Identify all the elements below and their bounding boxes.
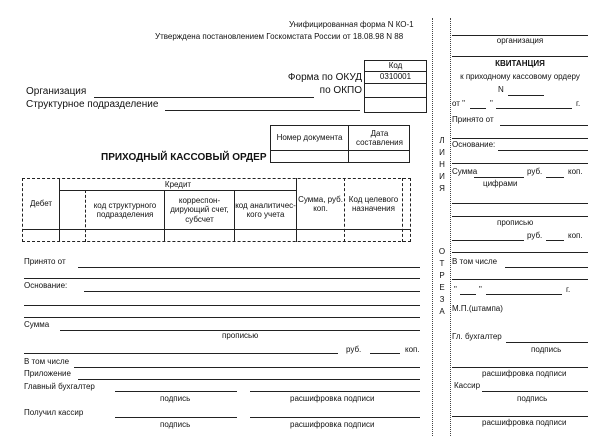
debit-header: Дебет: [29, 199, 53, 209]
credit-header: Кредит: [164, 179, 192, 189]
sum-words-caption: прописью: [222, 331, 259, 340]
receipt-org-caption: организация: [496, 36, 544, 45]
receipt-basis-label: Основание:: [452, 140, 496, 149]
sum-words-field[interactable]: [24, 342, 338, 354]
organization-field[interactable]: [94, 86, 314, 98]
cut-line-right: [450, 18, 451, 436]
cut-letter: А: [439, 307, 445, 316]
receipt-date-quote-close: ": [479, 285, 482, 294]
basis-field[interactable]: [84, 280, 420, 292]
receipt-including-label: В том числе: [452, 257, 498, 266]
attachment-label: Приложение: [24, 369, 71, 378]
receipt-words-field-3[interactable]: [452, 229, 524, 241]
receipt-sum-kop-field[interactable]: [546, 166, 564, 178]
receipt-month-field-2[interactable]: [486, 283, 562, 295]
okud-code: 0310001: [379, 72, 412, 81]
organization-label: Организация: [26, 86, 87, 97]
receipt-date-quote-open: ": [454, 285, 457, 294]
form-name: Унифицированная форма N КО-1: [289, 20, 414, 29]
receipt-received-from-label: Принято от: [452, 115, 494, 124]
receipt-number-field[interactable]: [508, 84, 544, 96]
receipt-day-field[interactable]: [470, 97, 486, 109]
chief-accountant-name[interactable]: [250, 380, 420, 392]
cut-letter: З: [439, 295, 445, 304]
receipt-sum-rub-field[interactable]: [474, 166, 524, 178]
receipt-chief-name[interactable]: [452, 356, 588, 368]
doc-number-label: Номер документа: [276, 133, 343, 143]
receipt-org-field[interactable]: [452, 24, 588, 36]
kop-label: коп.: [405, 345, 420, 354]
cashier-label: Получил кассир: [24, 408, 84, 417]
basis-label: Основание:: [24, 281, 68, 290]
col-struct-code: код структурного подразделения: [93, 200, 157, 219]
cashier-signature-caption: подпись: [160, 420, 191, 429]
receipt-digits-caption: цифрами: [483, 179, 518, 188]
cashier-signature[interactable]: [115, 406, 237, 418]
col-corr-account: корреспон-дирующий счет, субсчет: [170, 196, 229, 224]
receipt-including-field-2[interactable]: [452, 268, 588, 280]
receipt-cashier-label: Кассир: [454, 381, 481, 390]
code-header: Код: [388, 61, 403, 70]
receipt-cashier-name[interactable]: [452, 405, 588, 417]
chief-decode-caption: расшифровка подписи: [290, 394, 375, 403]
receipt-basis-field-2[interactable]: [452, 152, 588, 164]
including-label: В том числе: [24, 357, 70, 366]
okud-label: Форма по ОКУД: [287, 72, 362, 83]
cut-letter: Т: [439, 259, 445, 268]
chief-accountant-label: Главный бухгалтер: [24, 382, 95, 391]
receipt-kop-label-2: коп.: [568, 231, 583, 240]
cut-letter: Е: [439, 283, 445, 292]
doc-date-label: Дата составления: [356, 128, 403, 147]
receipt-number-label: N: [498, 85, 504, 94]
receipt-chief-label: Гл. бухгалтер: [452, 332, 502, 341]
receipt-date-from: от ": [452, 99, 465, 108]
department-label: Структурное подразделение: [26, 99, 159, 110]
basis-field-2[interactable]: [24, 294, 420, 306]
cut-letter: Л: [439, 136, 445, 145]
col-target-code: Код целевого назначения: [348, 194, 399, 213]
kop-field[interactable]: [370, 342, 400, 354]
cut-letter: Р: [439, 271, 445, 280]
okpo-label: по ОКПО: [319, 85, 362, 96]
receipt-org-field-2[interactable]: [452, 45, 588, 57]
receipt-words-caption: прописью: [497, 218, 534, 227]
document-title: ПРИХОДНЫЙ КАССОВЫЙ ОРДЕР: [101, 152, 267, 163]
chief-signature-caption: подпись: [160, 394, 191, 403]
receipt-chief-signature[interactable]: [506, 331, 588, 343]
cashier-decode-caption: расшифровка подписи: [290, 420, 375, 429]
cut-letter: И: [439, 148, 445, 157]
receipt-including-field[interactable]: [505, 256, 588, 268]
basis-field-3[interactable]: [24, 306, 420, 318]
receipt-received-from-field[interactable]: [500, 114, 588, 126]
receipt-subtitle: к приходному кассовому ордеру: [460, 72, 580, 81]
col-analytic-code: код аналитичес-кого учета: [235, 200, 296, 219]
rub-label: руб.: [346, 345, 362, 354]
cashier-name[interactable]: [250, 406, 420, 418]
approval-note: Утверждена постановлением Госкомстата России от 18.08.98 N 88: [155, 32, 404, 41]
receipt-year-2: г.: [566, 285, 571, 294]
receipt-cashier-signature[interactable]: [482, 380, 588, 392]
cut-letter: О: [438, 247, 446, 256]
receipt-kop-field-2[interactable]: [546, 229, 564, 241]
receipt-stamp: М.П.(штампа): [452, 304, 503, 313]
received-from-label: Принято от: [24, 257, 66, 266]
receipt-words-field[interactable]: [452, 192, 588, 204]
receipt-chief-decode-caption: расшифровка подписи: [482, 369, 567, 378]
received-from-field-2[interactable]: [24, 267, 420, 279]
col-sum: Сумма, руб. коп.: [298, 194, 343, 213]
receipt-day-field-2[interactable]: [460, 283, 476, 295]
department-field[interactable]: [165, 99, 360, 111]
cut-letter: Н: [439, 160, 445, 169]
receipt-year: г.: [576, 99, 581, 108]
receipt-words-field-2[interactable]: [452, 205, 588, 217]
receipt-sum-label: Сумма: [452, 167, 478, 176]
chief-accountant-signature[interactable]: [115, 380, 237, 392]
receipt-cashier-decode-caption: расшифровка подписи: [482, 418, 567, 427]
receipt-rub-label-2: руб.: [527, 231, 543, 240]
receipt-month-field[interactable]: [496, 97, 572, 109]
receipt-chief-sign-caption: подпись: [531, 345, 562, 354]
receipt-rub-label: руб.: [527, 167, 543, 176]
receipt-cashier-sign-caption: подпись: [517, 394, 548, 403]
receipt-received-from-field-2[interactable]: [452, 127, 588, 139]
attachment-field[interactable]: [78, 368, 420, 380]
sum-label: Сумма: [24, 320, 50, 329]
sum-field[interactable]: [60, 319, 420, 331]
receipt-words-field-4[interactable]: [452, 241, 588, 253]
including-field[interactable]: [74, 356, 420, 368]
cut-line-left: [432, 18, 433, 436]
receipt-basis-field[interactable]: [498, 139, 588, 151]
receipt-kop-label: коп.: [568, 167, 583, 176]
cut-letter: И: [439, 172, 445, 181]
receipt-title: КВИТАНЦИЯ: [495, 59, 545, 68]
receipt-date-quote: ": [490, 99, 493, 108]
cut-letter: Я: [439, 184, 445, 193]
